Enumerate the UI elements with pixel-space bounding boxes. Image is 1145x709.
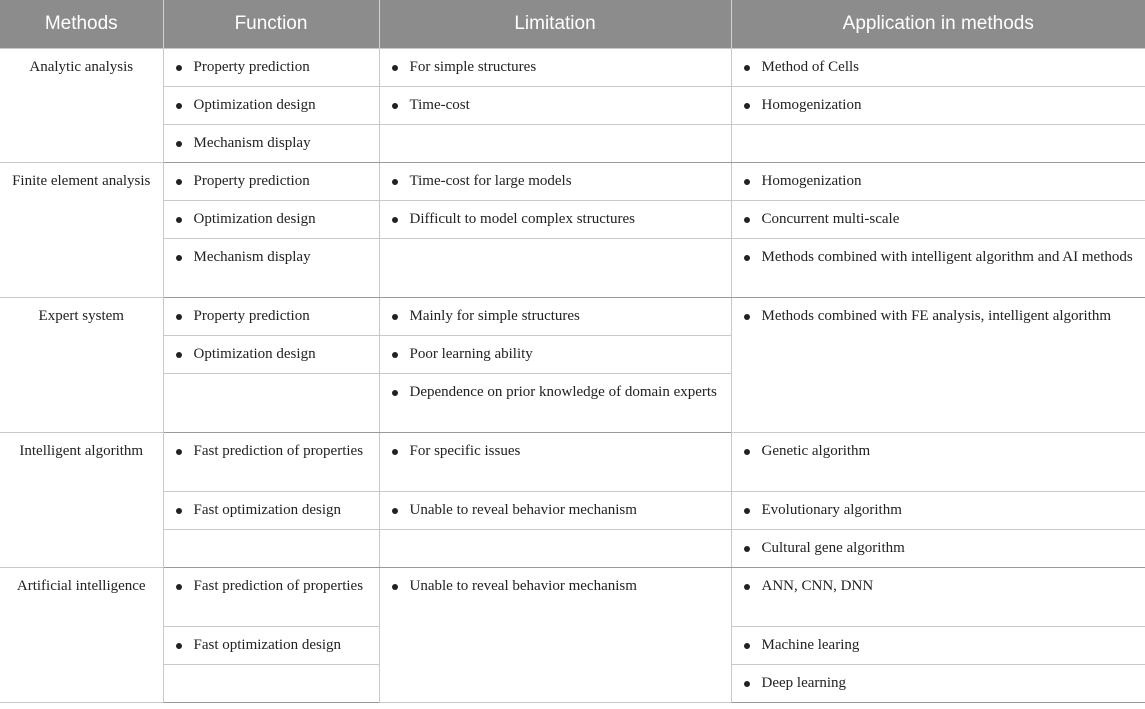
bullet-icon xyxy=(744,546,750,552)
bullet-icon xyxy=(744,584,750,590)
header-limitation: Limitation xyxy=(379,0,731,49)
function-item: Fast optimization design xyxy=(193,637,341,653)
limitation-cell-empty xyxy=(379,530,731,568)
function-item: Fast prediction of properties xyxy=(193,578,364,594)
bullet-icon xyxy=(176,141,182,147)
table-row xyxy=(0,239,1145,298)
application-item: Concurrent multi-scale xyxy=(761,211,900,227)
bullet-icon xyxy=(744,449,750,455)
limitation-cell xyxy=(379,201,731,239)
application-cell xyxy=(731,530,1145,568)
bullet-icon xyxy=(176,314,182,320)
bullet-icon xyxy=(392,65,398,71)
function-item: Mechanism display xyxy=(193,135,311,151)
bullet-icon xyxy=(392,449,398,455)
limitation-item: Poor learning ability xyxy=(409,346,533,362)
function-cell xyxy=(163,125,379,163)
limitation-cell xyxy=(379,374,731,433)
limitation-item: Unable to reveal behavior mechanism xyxy=(409,578,637,594)
application-item: Methods combined with intelligent algorithm and AI methods xyxy=(761,249,1133,265)
limitation-item: Dependence on prior knowledge of domain experts xyxy=(409,384,717,400)
function-cell xyxy=(163,433,379,492)
function-item: Fast optimization design xyxy=(193,502,341,518)
limitation-cell xyxy=(379,492,731,530)
bullet-icon xyxy=(176,643,182,649)
table-row xyxy=(0,568,1145,627)
bullet-icon xyxy=(392,352,398,358)
bullet-icon xyxy=(744,508,750,514)
function-cell xyxy=(163,492,379,530)
application-cell xyxy=(731,568,1145,627)
function-cell xyxy=(163,201,379,239)
function-cell xyxy=(163,49,379,87)
function-cell xyxy=(163,298,379,336)
table-row xyxy=(0,492,1145,530)
limitation-cell-empty xyxy=(379,125,731,163)
method-cell xyxy=(0,163,163,298)
application-cell xyxy=(731,239,1145,298)
limitation-item: Mainly for simple structures xyxy=(409,308,580,324)
bullet-icon xyxy=(392,508,398,514)
limitation-cell-empty xyxy=(379,239,731,298)
bullet-icon xyxy=(744,65,750,71)
application-cell xyxy=(731,201,1145,239)
table-row xyxy=(0,125,1145,163)
header-methods: Methods xyxy=(0,0,163,49)
function-cell xyxy=(163,336,379,374)
bullet-icon xyxy=(392,217,398,223)
application-item: Method of Cells xyxy=(761,59,859,75)
bullet-icon xyxy=(176,352,182,358)
function-cell xyxy=(163,163,379,201)
header-row xyxy=(0,0,1145,49)
limitation-item: For simple structures xyxy=(409,59,537,75)
bullet-icon xyxy=(392,314,398,320)
function-item: Property prediction xyxy=(193,308,310,324)
function-cell xyxy=(163,87,379,125)
application-cell xyxy=(731,492,1145,530)
bullet-icon xyxy=(176,584,182,590)
method-cell xyxy=(0,298,163,433)
bullet-icon xyxy=(744,681,750,687)
table-row xyxy=(0,201,1145,239)
application-cell xyxy=(731,163,1145,201)
function-cell-empty xyxy=(163,530,379,568)
application-item: Cultural gene algorithm xyxy=(761,540,905,556)
application-item: Homogenization xyxy=(761,97,862,113)
method-label: Intelligent algorithm xyxy=(19,443,144,459)
bullet-icon xyxy=(744,103,750,109)
limitation-cell xyxy=(379,163,731,201)
application-cell-empty xyxy=(731,125,1145,163)
limitation-cell xyxy=(379,433,731,492)
bullet-icon xyxy=(176,217,182,223)
header-application: Application in methods xyxy=(731,0,1145,49)
bullet-icon xyxy=(744,255,750,261)
application-cell xyxy=(731,627,1145,665)
bullet-icon xyxy=(176,103,182,109)
function-cell xyxy=(163,568,379,627)
bullet-icon xyxy=(744,314,750,320)
bullet-icon xyxy=(392,179,398,185)
application-cell xyxy=(731,298,1145,433)
bullet-icon xyxy=(176,179,182,185)
function-item: Property prediction xyxy=(193,59,310,75)
method-cell xyxy=(0,49,163,163)
bullet-icon xyxy=(176,508,182,514)
function-cell-empty xyxy=(163,665,379,703)
application-cell xyxy=(731,433,1145,492)
application-cell xyxy=(731,87,1145,125)
limitation-cell xyxy=(379,336,731,374)
application-item: Evolutionary algorithm xyxy=(761,502,902,518)
bullet-icon xyxy=(744,643,750,649)
function-cell-empty xyxy=(163,374,379,433)
limitation-cell xyxy=(379,298,731,336)
bullet-icon xyxy=(392,584,398,590)
application-item: Machine learing xyxy=(761,637,860,653)
limitation-item: Unable to reveal behavior mechanism xyxy=(409,502,637,518)
bullet-icon xyxy=(392,103,398,109)
table-row xyxy=(0,298,1145,336)
bullet-icon xyxy=(744,217,750,223)
limitation-cell xyxy=(379,568,731,703)
limitation-item: Time-cost for large models xyxy=(409,173,572,189)
application-cell xyxy=(731,665,1145,703)
method-cell xyxy=(0,568,163,703)
limitation-cell xyxy=(379,49,731,87)
application-item: Genetic algorithm xyxy=(761,443,871,459)
limitation-item: For specific issues xyxy=(409,443,521,459)
function-cell xyxy=(163,627,379,665)
method-label: Artificial intelligence xyxy=(16,578,146,594)
method-label: Analytic analysis xyxy=(29,59,134,75)
header-function: Function xyxy=(163,0,379,49)
function-item: Property prediction xyxy=(193,173,310,189)
function-item: Optimization design xyxy=(193,97,316,113)
function-item: Optimization design xyxy=(193,346,316,362)
application-item: Methods combined with FE analysis, intelligent algorithm xyxy=(761,308,1112,324)
application-cell xyxy=(731,49,1145,87)
method-label: Finite element analysis xyxy=(12,173,151,189)
application-item: Homogenization xyxy=(761,173,862,189)
function-item: Mechanism display xyxy=(193,249,311,265)
bullet-icon xyxy=(176,255,182,261)
bullet-icon xyxy=(392,390,398,396)
table-row xyxy=(0,530,1145,568)
bullet-icon xyxy=(176,449,182,455)
application-item: Deep learning xyxy=(761,675,847,691)
function-cell xyxy=(163,239,379,298)
limitation-cell xyxy=(379,87,731,125)
limitation-item: Time-cost xyxy=(409,97,470,113)
method-label: Expert system xyxy=(38,308,124,324)
table-row xyxy=(0,49,1145,87)
table-row xyxy=(0,87,1145,125)
method-cell xyxy=(0,433,163,568)
bullet-icon xyxy=(744,179,750,185)
table-row xyxy=(0,433,1145,492)
table-row xyxy=(0,163,1145,201)
bullet-icon xyxy=(176,65,182,71)
function-item: Optimization design xyxy=(193,211,316,227)
application-item: ANN, CNN, DNN xyxy=(761,578,874,594)
function-item: Fast prediction of properties xyxy=(193,443,364,459)
limitation-item: Difficult to model complex structures xyxy=(409,211,636,227)
